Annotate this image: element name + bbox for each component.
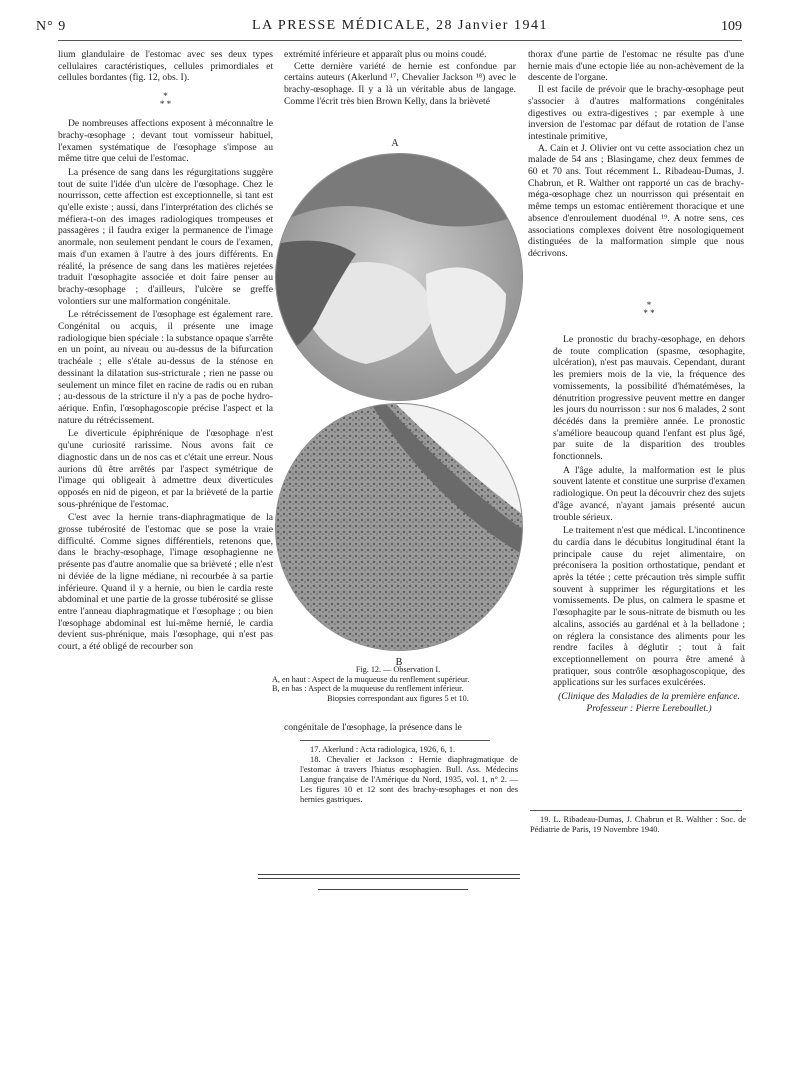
paragraph: De nombreuses affections exposent à méconnaître le brachy-œsophage ; devant tout vomisseur habituel, l'examen systématique de l'œsophage s'impose au même titre que celui de l'estomac.: [58, 118, 273, 165]
footnotes-middle: [300, 745, 518, 805]
micrograph-b: [275, 403, 523, 651]
figure-caption: [272, 665, 524, 703]
paragraph: Il est facile de prévoir que le brachy-œsophage peut s'associer à d'autres malformations congénitales digestives ou extra-digestives ; par exemple à une inversion de l'estomac par défaut de rotation de l'anse intestinale primitive,: [528, 84, 744, 142]
caption-title: Fig. 12. — Observation I.: [355, 665, 441, 674]
issue-number: N° 9: [36, 19, 67, 34]
caption-line-b: B, en bas : Aspect de la muqueuse du renflement inférieur.: [272, 684, 464, 694]
page-number: 109: [721, 19, 742, 34]
caption-line-a: A, en haut : Aspect de la muqueuse du renflement supérieur.: [272, 674, 470, 684]
paragraph: lium glandulaire de l'estomac avec ses deux types cellulaires caractéristiques, cellules primordiales et cellules bordantes (fig. 12, obs. I).: [58, 49, 273, 84]
footnote-17: 17. Akerlund : Acta radiologica, 1926, 6, 1.: [310, 745, 456, 754]
paragraph: A l'âge adulte, la malformation est le plus souvent latente et constitue une surprise d'examen radiologique. On peut la découvrir chez des sujets d'âge avancé, n'ayant jamais présenté aucun trouble sérieux.: [553, 464, 745, 523]
micrograph-a: [275, 153, 523, 401]
paragraph: Le pronostic du brachy-œsophage, en dehors de toute complication (spasme, œsophagite, ulcération), n'est pas mauvais. Cependant, durant les premiers mois de la vie, la fréquence des vomissements, la possibilité d'hématémèses, la dénutrition progressive peuvent mettre en danger les jours du nourrisson : sur nos 6 malades, 2 sont décédés dans la première année. Le pronostic s'améliore beaucoup quand l'enfant est plus âgé, par suite de la disparition des troubles fonctionnels.: [553, 334, 745, 463]
paragraph: La présence de sang dans les régurgitations suggère tout de suite l'idée d'un ulcère de l'œsophage. Chez le nourrisson, cette affection est exceptionnelle, si tant est qu'elle existe ; aussi, dans l'interprétation des clichés se méfiera-t-on des images radiologiques trompeuses et passagères ; il faudra exiger la permanence de l'image anormale, non seulement pendant le cours de l'examen, mais d'un examen à l'autre à des jours différents. En réalité, la présence de sang dans les matières rejetées traduit l'œsophagite associée et doit faire penser au brachy-œsophage ; d'ailleurs, l'ulcère se greffe volontiers sur une malformation congénitale.: [58, 166, 273, 307]
paragraph: thorax d'une partie de l'estomac ne résulte pas d'une hernie mais d'une ectopie liée au non-achèvement de la descente de l'organe.: [528, 49, 744, 84]
column-left: [58, 49, 273, 653]
footnote-18: 18. Chevalier et Jackson : Hernie diaphragmatique de l'estomac à travers l'hiatus œsophagien. Bull. Ass. Médecins Langue française de l'Amérique du Nord, 1935, vol. 1, n° 2. — Les figures 10 et 12 sont des brachy-œsophages et non des hernies gastriques.: [300, 755, 518, 804]
bottom-rule-3: [318, 889, 468, 890]
column-right-bottom: [553, 334, 745, 715]
section-stars: * * *: [159, 91, 172, 110]
column-middle-top: [284, 49, 516, 108]
column-right-top: [528, 49, 744, 260]
figure-label-b: B: [395, 657, 403, 668]
paragraph: Le diverticule épiphrénique de l'œsophage n'est qu'une curiosité rarissime. Nous avons fait ce diagnostic dans un de nos cas et c'était une erreur. Nous aurions dû être arrêtés par l'aspect symétrique de l'image qui obligeait à admettre deux diverticules opposés en nid de pigeon, et par la brièveté de la partie sous-phrénique de l'estomac.: [58, 428, 273, 510]
paragraph: congénitale de l'œsophage, la présence dans le: [284, 722, 462, 733]
footnote-rule-right: [530, 810, 742, 811]
footnote-19: 19. L. Ribadeau-Dumas, J. Chabrun et R. Walther : Soc. de Pédiatrie de Paris, 19 Novembre 1940.: [530, 815, 746, 834]
micrograph-b-image: [276, 404, 522, 650]
section-stars-right: * * *: [643, 300, 655, 318]
caption-line-c: Biopsies correspondant aux figures 5 et 10.: [327, 693, 469, 703]
paragraph: C'est avec la hernie trans-diaphragmatique de la grosse tubérosité de l'estomac que se pose la vraie difficulté. Comme signes différentiels, retenons que, dans le brachy-œsophage, l'image œsophagienne ne présente pas d'autre anomalie que sa brièveté ; elle n'est ni déviée de la ligne médiane, ni recourbée à sa partie inférieure. Quand il y a hernie, ou bien le cardia reste abdominal et une partie de la grosse tubérosité se glisse entre l'anneau diaphragmatique et l'œsophage ; ou bien l'œsophage abdominal est lui-même hernié, le cardia devient sus-phrénique, mais l'œsophage, qui n'est pas court, a été obligé de recourber son: [58, 512, 273, 653]
column-middle-bottom: [284, 722, 516, 734]
header-rule: [58, 40, 742, 41]
clinic-signature: (Clinique des Maladies de la première enfance. Professeur : Pierre Lereboullet.): [558, 691, 740, 714]
paragraph: Cette dernière variété de hernie est confondue par certains auteurs (Akerlund ¹⁷, Chevalier Jackson ¹⁸) avec le brachy-œsophage. Il y a là un véritable abus de langage. Comme l'écrit très bien Brown Kelly, dans la brièveté: [284, 60, 516, 107]
paragraph: extrémité inférieure et apparaît plus ou moins coudé.: [284, 49, 487, 60]
paragraph: Le traitement n'est que médical. L'incontinence du cardia dans le décubitus longitudinal étant la principale cause du rejet alimentaire, on préconisera la position orthostatique, pendant et après la tétée ; cette précaution très simple suffit souvent à supprimer les régurgitations et les vomissements. De plus, on calmera le spasme et l'œsophagite par le sous-nitrate de bismuth ou les alcalins, associés au gardénal et à la belladone ; on réglera la consistance des aliments pour les rendre faciles à déglutir ; tout à fait exceptionnellement on pourra être amené à pratiquer, sous contrôle œsophagoscopique, des applications sur les surfaces exulcérées.: [553, 525, 745, 689]
paragraph: A. Cain et J. Olivier ont vu cette association chez un malade de 54 ans ; Blasingame, chez deux femmes de 60 et 70 ans. Tout récemment L. Ribadeau-Dumas, J. Chabrun, et R. Walther ont rapporté un cas de brachy-méga-œsophage chez un nourrisson qui présentait en même temps un estomac entièrement thoracique et une absence d'enroulement duodénal ¹⁹. A notre sens, ces associations complexes doivent être nosologiquement distinguées de la malformation simple que nous décrivons.: [528, 142, 744, 259]
bottom-rule-1: [258, 874, 520, 875]
footnote-rule: [300, 740, 490, 741]
micrograph-a-image: [276, 154, 522, 400]
bottom-rule-2: [258, 878, 520, 879]
journal-title: LA PRESSE MÉDICALE, 28 Janvier 1941: [252, 18, 548, 33]
footnotes-right: [530, 815, 746, 835]
paragraph: Le rétrécissement de l'œsophage est également rare. Congénital ou acquis, il présente une image radiologique bien spéciale : la substance opaque s'arrête en un point, au niveau ou au-dessus de la bifurcation trachéale ; elle s'étale au-dessus de la sténose en dessinant la dilatation sus-stricturale ; rien ne passe ou seulement un mince filet en racine de radis ou en ruban ; au-dessous de la stricture il n'y a pas de poche hydro-aérique. Enfin, l'œsophagoscopie précise l'aspect et la nature du rétrécissement.: [58, 309, 273, 426]
figure-label-a: A: [391, 138, 399, 149]
